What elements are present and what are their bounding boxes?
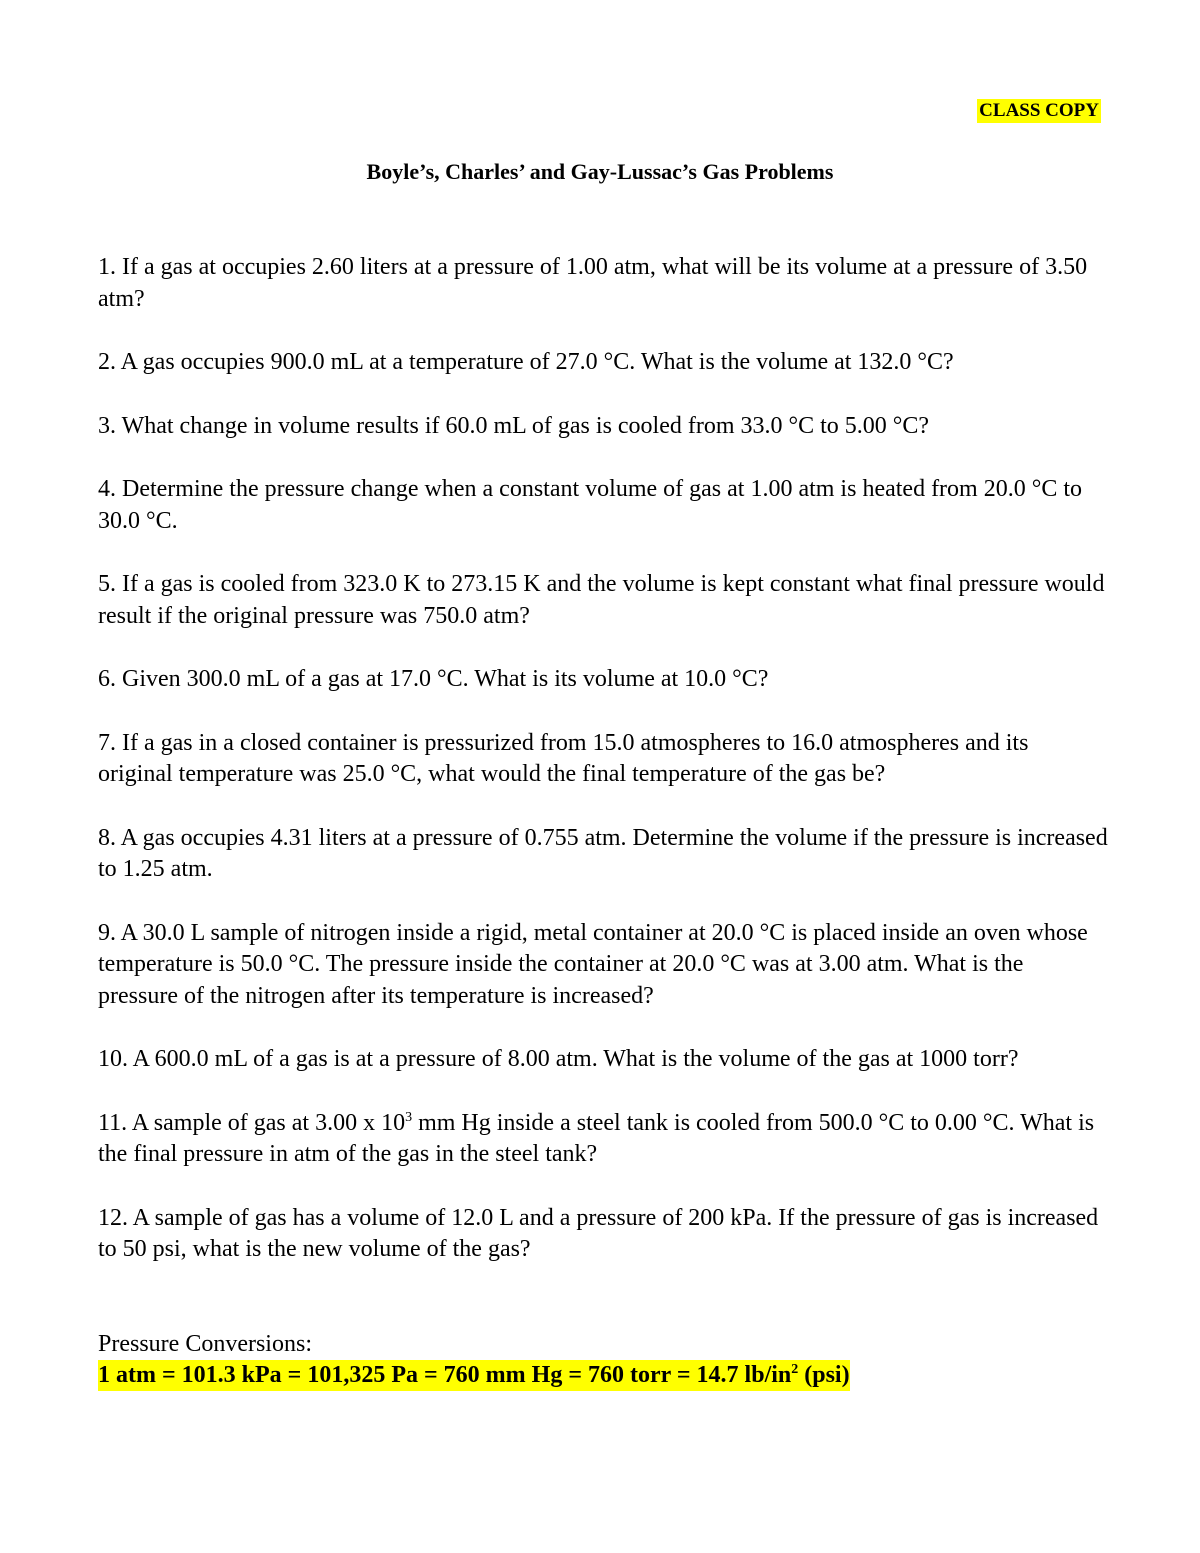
problem-6: 6. Given 300.0 mL of a gas at 17.0 °C. What is its volume at 10.0 °C?: [98, 666, 769, 692]
conversions-equation-exponent: 2: [791, 1362, 799, 1377]
problem-9: 9. A 30.0 L sample of nitrogen inside a rigid, metal container at 20.0 °C is placed inside an oven whose temperature is 50.0 °C. The pressure inside the container at 20.0 °C was at 3.00 atm. What is the pressure of the nitrogen after its temperature is increased?: [98, 919, 1088, 1009]
problem-3: 3. What change in volume results if 60.0 mL of gas is cooled from 33.0 °C to 5.00 °C?: [98, 412, 930, 439]
problem-11-text-before: 11. A sample of gas at 3.00 x 10: [98, 1109, 406, 1136]
problem-8: 8. A gas occupies 4.31 liters at a pressure of 0.755 atm. Determine the volume if the pressure is increased to 1.25 atm.: [98, 824, 1108, 882]
conversions-equation-text: 1 atm = 101.3 kPa = 101,325 Pa = 760 mm Hg = 760 torr = 14.7 lb/in: [98, 1362, 792, 1388]
problem-4: 4. Determine the pressure change when a constant volume of gas at 1.00 atm is heated from 20.0 °C to 30.0 °C.: [98, 476, 1082, 534]
problem-5: 5. If a gas is cooled from 323.0 K to 273.15 K and the volume is kept constant what final pressure would result if the original pressure was 750.0 atm?: [98, 571, 1105, 629]
problem-11-text-after: mm Hg inside a steel tank is cooled from 500.0 °C to 0.00 °C. What is the final pressure in atm of the gas in the steel tank?: [98, 1109, 1095, 1167]
page-title: Boyle’s, Charles’ and Gay-Lussac’s Gas Problems: [366, 159, 834, 184]
problem-2: 2. A gas occupies 900.0 mL at a temperature of 27.0 °C. What is the volume at 132.0 °C?: [98, 349, 954, 375]
problem-11-exponent: 3: [405, 1109, 413, 1125]
conversions-equation-unit: (psi): [798, 1362, 850, 1388]
problem-list: [98, 252, 1108, 1298]
problem-11: [98, 1108, 1108, 1171]
problem-10: 10. A 600.0 mL of a gas is at a pressure of 8.00 atm. What is the volume of the gas at 1000 torr?: [98, 1046, 1019, 1072]
pressure-conversions: [98, 1329, 1108, 1391]
conversions-equation: [98, 1360, 850, 1391]
class-copy-label: CLASS COPY: [979, 100, 1099, 121]
problem-7: 7. If a gas in a closed container is pressurized from 15.0 atmospheres to 16.0 atmospheres and its original temperature was 25.0 °C, what would the final temperature of the gas be?: [98, 729, 1029, 787]
problem-12: 12. A sample of gas has a volume of 12.0 L and a pressure of 200 kPa. If the pressure of gas is increased to 50 psi, what is the new volume of the gas?: [98, 1204, 1099, 1262]
problem-1: 1. If a gas at occupies 2.60 liters at a pressure of 1.00 atm, what will be its volume at a pressure of 3.50 atm?: [98, 254, 1088, 312]
conversions-heading: Pressure Conversions:: [98, 1331, 312, 1357]
